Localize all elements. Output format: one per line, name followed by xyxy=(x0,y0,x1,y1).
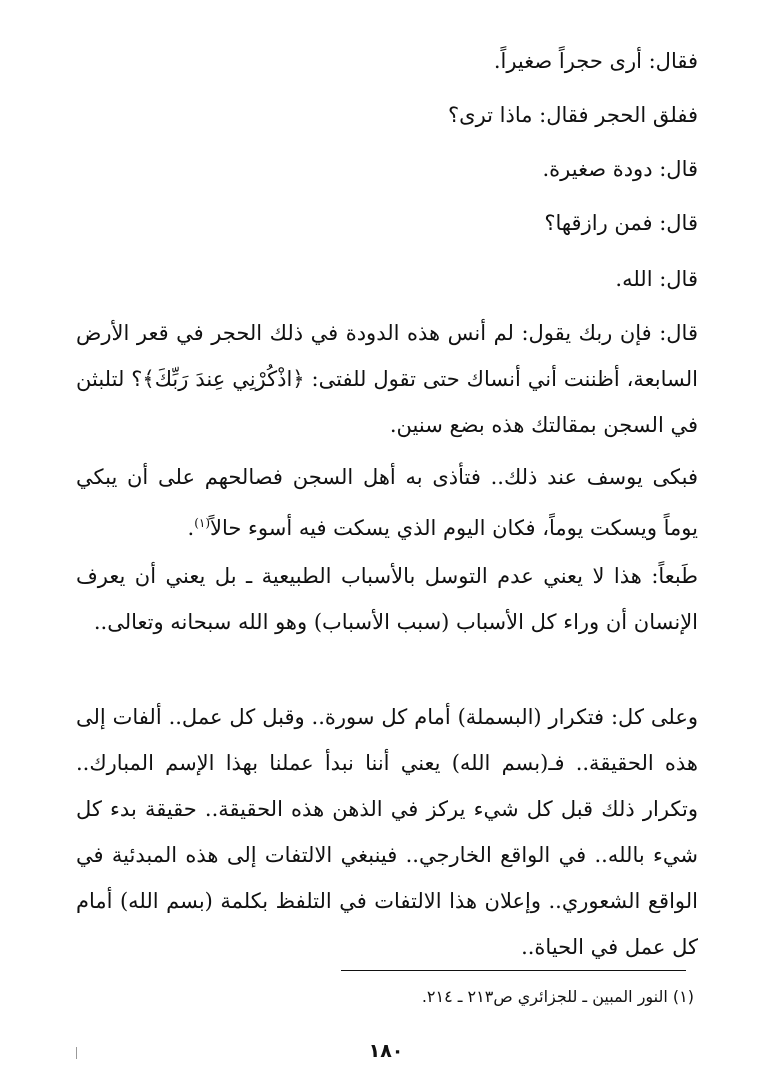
paragraph-7-text: فبكى يوسف عند ذلك.. فتأذى به أهل السجن فصالحهم على أن يبكي يوماً ويسكت يوماً، فكان اليوم الذي يسكت فيه أسوء حالاً xyxy=(76,465,698,540)
paragraph-8: طَبعاً: هذا لا يعني عدم التوسل بالأسباب الطبيعية ـ بل يعني أن يعرف الإنسان أن وراء كل الأسباب (سبب الأسباب) وهو الله سبحانه وتعالى.. xyxy=(76,564,698,634)
paragraph-9: وعلى كل: فتكرار (البسملة) أمام كل سورة.. وقبل كل عمل.. ألفات إلى هذه الحقيقة.. فـ(بسم الله) يعني أننا نبدأ عملنا بهذا الإسم المبارك.. وتكرار ذلك قبل كل شيء يركز في الذهن هذه الحقيقة.. حقيقة بدء كل شيء بالله.. في الواقع الخارجي.. فينبغي الالتفات إلى هذه المبدئية في الواقع الشعوري.. وإعلان هذا الالتفات في التلفظ بكلمة (بسم الله) أمام كل عمل في الحياة.. xyxy=(76,705,698,959)
paragraph-5: قال: الله. xyxy=(615,267,698,291)
paragraph-4: قال: فمن رازقها؟ xyxy=(544,211,698,235)
paragraph-3: قال: دودة صغيرة. xyxy=(542,157,698,181)
footnote-reference: (١) xyxy=(194,516,211,530)
paragraph-7-end: . xyxy=(187,516,195,540)
footnote: (١) النور المبين ـ للجزائري ص٢١٣ ـ ٢١٤. xyxy=(421,987,694,1006)
page-number: ١٨٠ xyxy=(368,1040,404,1062)
paragraph-2: ففلق الحجر فقال: ماذا ترى؟ xyxy=(447,103,698,127)
paragraph-7 xyxy=(76,454,698,551)
paragraph-1: فقال: أرى حجراً صغيراً. xyxy=(493,49,698,73)
paragraph-6: قال: فإن ربك يقول: لم أنس هذه الدودة في ذلك الحجر في قعر الأرض السابعة، أظننت أني أنساك حتى تقول للفتى: ﴿اذْكُرْنِي عِندَ رَبِّكَ﴾؟ لتلبثن في السجن بمقالتك هذه بضع سنين. xyxy=(76,321,698,437)
footnote-divider xyxy=(341,970,686,971)
margin-mark xyxy=(76,1047,77,1059)
